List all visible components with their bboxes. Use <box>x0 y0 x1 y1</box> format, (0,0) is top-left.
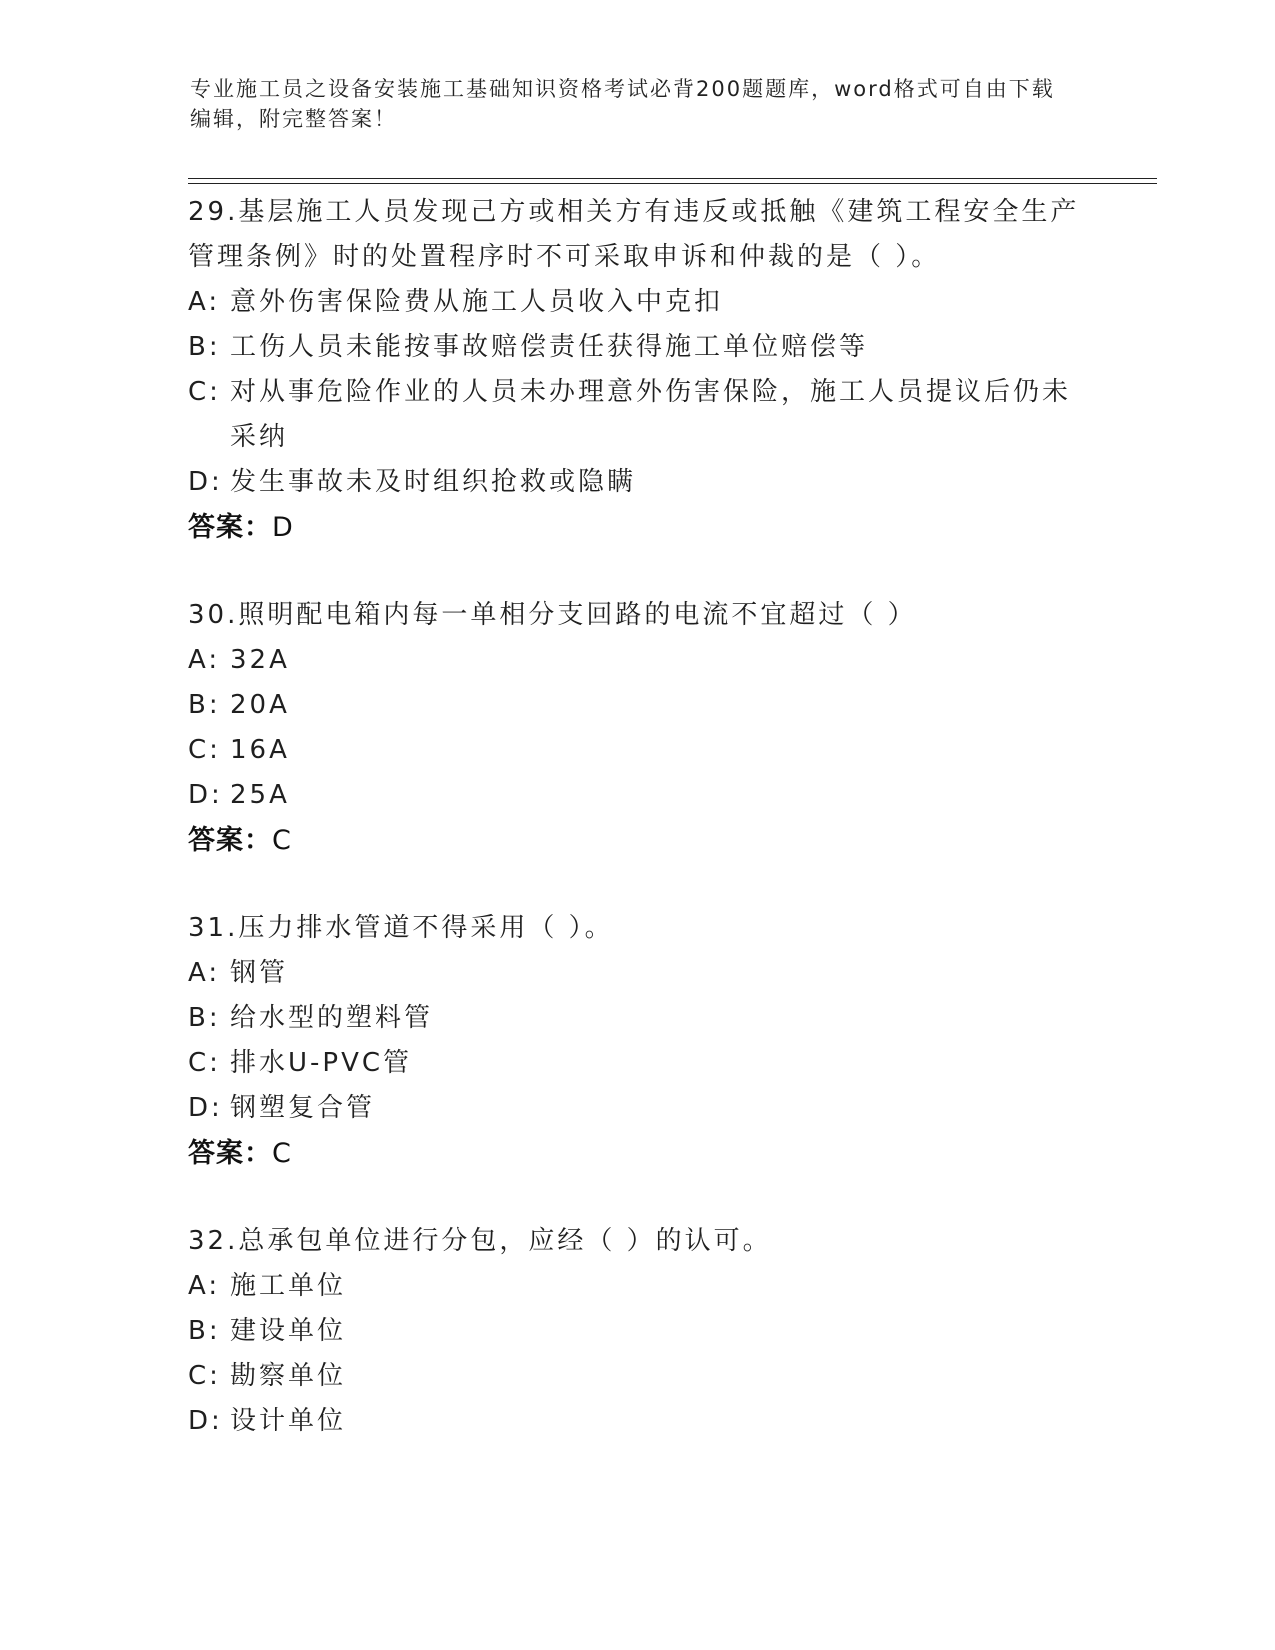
option-text: 发生事故未及时组织抢救或隐瞒 <box>230 467 637 497</box>
option-text: 意外伤害保险费从施工人员收入中克扣 <box>230 287 724 317</box>
question-list <box>188 190 1088 1487</box>
option-a <box>188 1264 1088 1309</box>
question-30 <box>188 593 1088 863</box>
option-letter: D: <box>188 1406 223 1436</box>
answer-line <box>188 1131 1088 1176</box>
option-letter: D: <box>188 1093 223 1123</box>
option-a <box>188 280 1088 325</box>
option-text: 设计单位 <box>230 1406 347 1436</box>
option-c <box>188 370 1088 460</box>
option-text: 钢管 <box>230 958 289 988</box>
option-c <box>188 1041 1088 1086</box>
option-text: 20A <box>230 690 290 720</box>
option-a <box>188 638 1088 683</box>
option-letter: C: <box>188 1361 221 1391</box>
option-text: 25A <box>230 780 290 810</box>
option-text: 排水U-PVC管 <box>230 1048 413 1078</box>
option-letter: B: <box>188 1003 221 1033</box>
option-d <box>188 460 1088 505</box>
option-letter: B: <box>188 690 221 720</box>
question-stem: 30.照明配电箱内每一单相分支回路的电流不宜超过（ ） <box>188 600 917 630</box>
option-text: 勘察单位 <box>230 1361 347 1391</box>
option-a <box>188 951 1088 996</box>
option-text: 16A <box>230 735 290 765</box>
option-letter: D: <box>188 780 223 810</box>
header-rule-top <box>188 178 1157 179</box>
option-b <box>188 1309 1088 1354</box>
answer-label: 答案： <box>188 512 272 543</box>
option-text: 32A <box>230 645 290 675</box>
option-text: 给水型的塑料管 <box>230 1003 434 1033</box>
answer-value: D <box>272 512 294 543</box>
question-stem: 29.基层施工人员发现己方或相关方有违反或抵触《建筑工程安全生产管理条例》时的处置程序时不可采取申诉和仲裁的是（ ）。 <box>188 197 1080 272</box>
answer-value: C <box>272 1138 292 1169</box>
answer-label: 答案： <box>188 1138 272 1169</box>
question-32 <box>188 1219 1088 1444</box>
answer-value: C <box>272 825 292 856</box>
answer-line <box>188 505 1088 550</box>
option-text: 工伤人员未能按事故赔偿责任获得施工单位赔偿等 <box>230 332 869 362</box>
answer-label: 答案： <box>188 825 272 856</box>
option-letter: A: <box>188 1271 221 1301</box>
option-letter: B: <box>188 1316 221 1346</box>
option-letter: C: <box>188 735 221 765</box>
option-letter: D: <box>188 467 223 497</box>
option-b <box>188 996 1088 1041</box>
option-d <box>188 1086 1088 1131</box>
option-text: 建设单位 <box>230 1316 347 1346</box>
document-header: 专业施工员之设备安装施工基础知识资格考试必背200题题库，word格式可自由下载编辑，附完整答案！ <box>190 77 1055 131</box>
option-c <box>188 1354 1088 1399</box>
question-29 <box>188 190 1088 550</box>
option-letter: C: <box>188 377 221 407</box>
answer-line <box>188 818 1088 863</box>
question-31 <box>188 906 1088 1176</box>
option-c <box>188 728 1088 773</box>
option-letter: A: <box>188 645 221 675</box>
option-letter: A: <box>188 287 221 317</box>
option-text: 钢塑复合管 <box>230 1093 376 1123</box>
option-letter: A: <box>188 958 221 988</box>
question-stem: 31.压力排水管道不得采用（ ）。 <box>188 913 614 943</box>
option-letter: C: <box>188 1048 221 1078</box>
question-stem: 32.总承包单位进行分包，应经（ ）的认可。 <box>188 1226 772 1256</box>
option-d <box>188 1399 1088 1444</box>
option-letter: B: <box>188 332 221 362</box>
option-b <box>188 683 1088 728</box>
option-d <box>188 773 1088 818</box>
option-b <box>188 325 1088 370</box>
option-text: 施工单位 <box>230 1271 347 1301</box>
header-rule-bottom <box>188 183 1157 184</box>
option-text: 对从事危险作业的人员未办理意外伤害保险，施工人员提议后仍未采纳 <box>230 377 1072 452</box>
